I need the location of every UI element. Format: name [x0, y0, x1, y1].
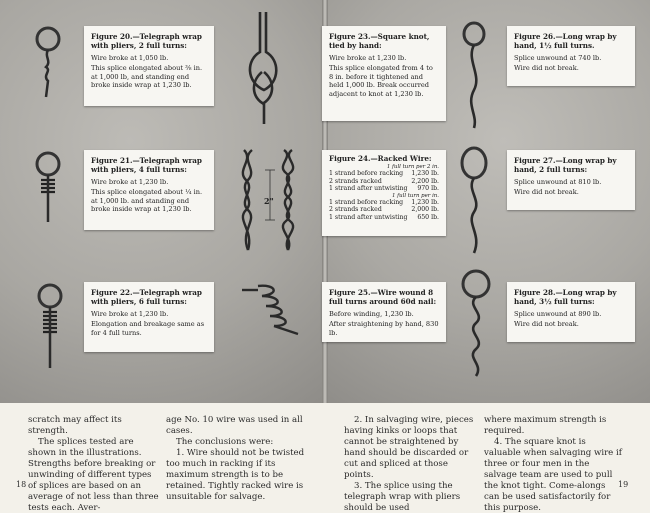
racked-head-1: 1 full turn per 2 in. [386, 164, 439, 170]
caption-line: Wire broke at 1,230 lb. [91, 178, 169, 186]
caption-title: Figure 21.—Telegraph wrap with pliers, 4 full turns: [91, 156, 202, 174]
caption-title: Figure 23.—Square knot, tied by hand: [329, 32, 430, 50]
page-number-right: 19 [618, 480, 629, 489]
caption-card-fig26 [507, 26, 635, 86]
racked-row: 1 strand before racking 1,230 lb. [329, 170, 439, 177]
caption-card-fig27 [507, 150, 635, 210]
caption-line: This splice elongated from 4 to 8 in. before it tightened and held 1,000 lb. Break occurred adjacent to knot at 1,230 lb. [329, 64, 433, 98]
body-text-right-col1 [344, 415, 478, 525]
racked-row: 1 strand after untwisting 650 lb. [329, 213, 439, 221]
body-text-left-col1 [28, 415, 160, 525]
racked-row: 1 strand after untwisting 970 lb. [329, 185, 439, 193]
racked-row: 1 strand before racking 1,230 lb. [329, 198, 439, 206]
dimension-label: 2" [264, 196, 274, 206]
caption-card-fig21 [84, 150, 214, 230]
long-wrap-fig26-icon [456, 20, 496, 130]
splice-fig21-icon [28, 150, 68, 225]
paragraph: The splices tested are shown in the illustrations. Strengths before breaking or unwinding of different types of splices are based on an average of not less than three tests each. Aver- [28, 437, 159, 513]
caption-title: Figure 25.—Wire wound 8 full turns around 60d nail: [329, 288, 437, 306]
caption-line: Splice unwound at 810 lb. [514, 178, 602, 186]
page-number-left: 18 [16, 480, 27, 489]
paragraph: The conclusions were: [176, 437, 274, 447]
caption-title: Figure 26.—Long wrap by hand, 1½ full turns. [514, 32, 617, 50]
caption-line: Wire broke at 1,050 lb. [91, 54, 169, 62]
caption-line: Wire did not break. [514, 320, 579, 329]
caption-card-fig23 [322, 26, 446, 121]
splice-fig20-icon [28, 25, 68, 100]
paragraph: 4. The square knot is valuable when salvaging wire if three or four men in the salvage team are used to pull the knot tight. Come-alongs can be used satisfactorily for this purpose. [484, 437, 622, 513]
caption-line: Wire broke at 1,230 lb. [91, 310, 169, 318]
caption-line: Splice unwound at 890 lb. [514, 310, 602, 318]
caption-line: After straightening by hand, 830 lb. [329, 320, 439, 337]
long-wrap-fig27-icon [456, 145, 496, 255]
racked-row: 2 strands racked 2,200 lb. [329, 177, 439, 185]
caption-title: Figure 22.—Telegraph wrap with pliers, 6 full turns: [91, 288, 202, 306]
body-text-left-col2 [166, 415, 306, 525]
caption-line: Wire broke at 1,230 lb. [329, 54, 407, 62]
caption-card-fig28 [507, 282, 635, 342]
racked-row: 2 strands racked 2,000 lb. [329, 206, 439, 214]
caption-card-fig25 [322, 282, 446, 342]
caption-line: Wire did not break. [514, 64, 579, 73]
caption-title: Figure 24.—Racked Wire: [329, 154, 432, 163]
paragraph: where maximum strength is required. [484, 415, 607, 436]
splice-fig22-icon [30, 282, 70, 372]
caption-title: Figure 28.—Long wrap by hand, 3½ full turns: [514, 288, 617, 306]
paragraph: 2. In salvaging wire, pieces having kinks or loops that cannot be straightened by hand should be discarded or cut and spliced at those points. [344, 415, 474, 480]
caption-line: Before winding, 1,230 lb. [329, 310, 414, 318]
paragraph: 1. Wire should not be twisted too much in racking if its maximum strength is to be retained. Tightly racked wire is unsuitable for salvage. [166, 448, 305, 502]
paragraph: scratch may affect its strength. [28, 415, 122, 436]
caption-line: This splice elongated about ⅜ in. at 1,000 lb, and standing end broke inside wrap at 1,230 lb. [91, 64, 203, 90]
square-knot-fig23-icon [240, 12, 290, 127]
long-wrap-fig28-icon [456, 268, 500, 378]
caption-title: Figure 27.—Long wrap by hand, 2 full turns: [514, 156, 617, 174]
caption-card-fig24 [322, 150, 446, 236]
caption-line: Wire did not break. [514, 188, 579, 197]
caption-title: Figure 20.—Telegraph wrap with pliers, 2 full turns: [91, 32, 202, 50]
paragraph: 3. The splice using the telegraph wrap with pliers should be used [344, 481, 461, 513]
caption-card-fig20 [84, 26, 214, 106]
body-text-right-col2 [484, 415, 622, 525]
caption-line: This splice elongated about ¼ in. at 1,000 lb. and standing end broke inside wrap at 1,230 lb. [91, 188, 203, 214]
caption-card-fig22 [84, 282, 214, 352]
racked-head-2: 1 full turn per in. [391, 192, 439, 199]
paragraph: age No. 10 wire was used in all cases. [166, 415, 303, 436]
caption-line: Elongation and breakage same as for 4 full turns. [91, 320, 205, 337]
nail-coil-fig25-icon [236, 280, 306, 340]
caption-line: Splice unwound at 740 lb. [514, 54, 602, 62]
